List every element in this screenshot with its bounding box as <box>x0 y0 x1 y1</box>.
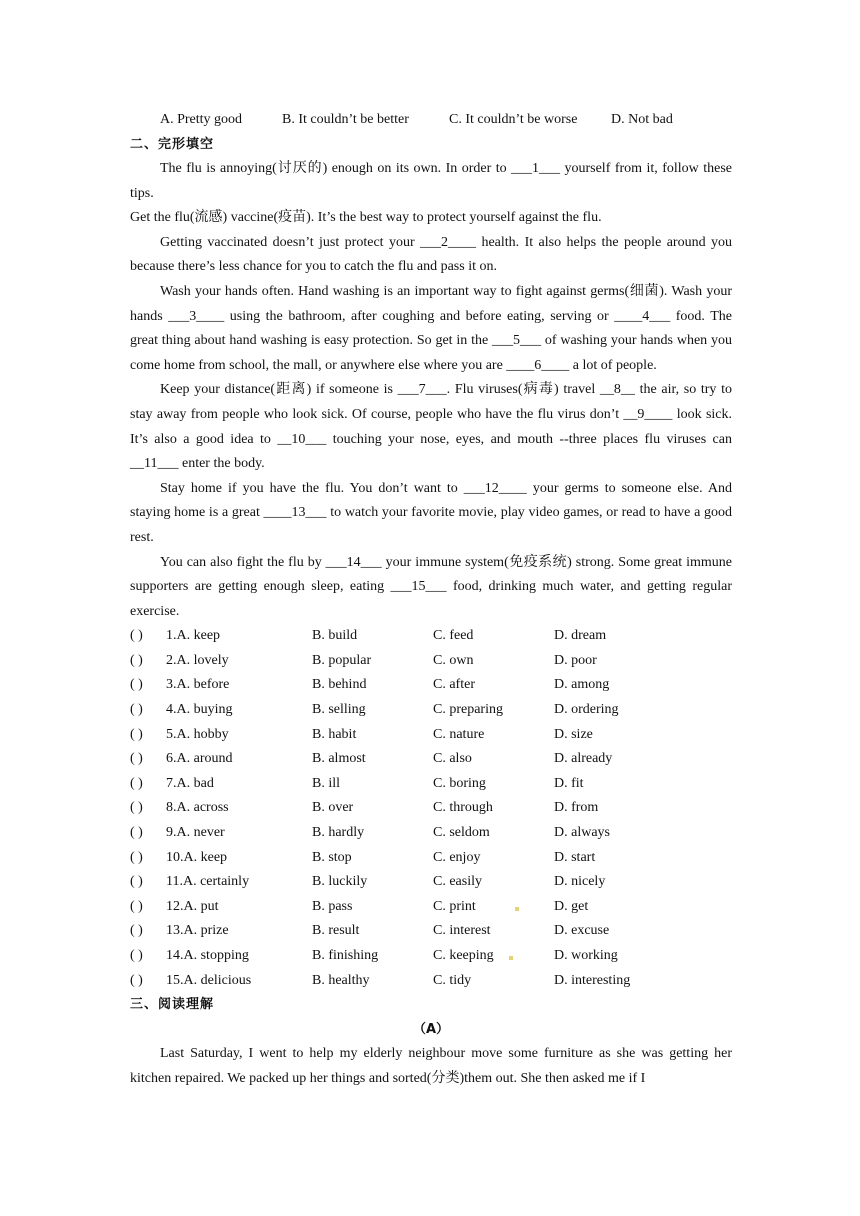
choice-c: C. preparing <box>433 702 503 718</box>
choice-d: D. get <box>554 898 589 914</box>
choice-b: B. over <box>312 800 354 816</box>
choice-c: C. own <box>433 652 474 668</box>
question-row <box>130 895 732 920</box>
choice-c: C. keeping <box>433 948 494 963</box>
choice-b: B. healthy <box>312 972 370 988</box>
choice-a: 6.A. around <box>166 751 233 767</box>
marker-dot <box>509 956 513 960</box>
question-row <box>130 723 732 748</box>
choice-b: B. ill <box>312 775 341 791</box>
answer-blank: ( ) <box>130 849 143 865</box>
answer-blank: ( ) <box>130 628 143 644</box>
answer-blank: ( ) <box>130 775 143 791</box>
question-row <box>130 747 732 772</box>
answer-blank: ( ) <box>130 800 143 816</box>
choice-d: D. poor <box>554 652 597 668</box>
option-b: B. It couldn’t be better <box>282 112 409 127</box>
choice-c: C. easily <box>433 874 482 890</box>
choice-b: B. almost <box>312 751 366 767</box>
choice-b: B. stop <box>312 849 352 865</box>
part-a-label: （A） <box>412 1021 450 1037</box>
choice-a: 7.A. bad <box>166 775 214 791</box>
question-row <box>130 673 732 698</box>
answer-blank: ( ) <box>130 825 143 841</box>
choice-b: B. selling <box>312 702 366 718</box>
question-row <box>130 796 732 821</box>
option-a: A. Pretty good <box>160 112 243 127</box>
choice-d: D. nicely <box>554 874 606 890</box>
reading-a-paragraph: Last Saturday, I went to help my elderly neighbour move some furniture as she was getting her kitchen repaired. We packed up her things and sorted(分类)them out. She then asked me if I <box>130 1046 732 1086</box>
choice-b: B. result <box>312 923 360 939</box>
answer-blank: ( ) <box>130 874 143 890</box>
question-row <box>130 870 732 895</box>
cloze-questions <box>130 624 732 993</box>
choice-a: 14.A. stopping <box>166 948 249 963</box>
answer-blank: ( ) <box>130 948 143 963</box>
passage-paragraph: The flu is annoying(讨厌的) enough on its own. In order to ___1___ yourself from it, follow these tips. <box>130 161 732 201</box>
answer-blank: ( ) <box>130 923 143 939</box>
choice-d: D. size <box>554 726 593 742</box>
section-heading-reading: 三、阅读理解 <box>130 997 215 1013</box>
passage-paragraph: Getting vaccinated doesn’t just protect your ___2____ health. It also helps the people around you because there’s less chance for you to catch the flu and pass it on. <box>130 234 732 275</box>
answer-blank: ( ) <box>130 972 143 988</box>
choice-d: D. start <box>554 849 596 865</box>
question-row <box>130 649 732 674</box>
choice-c: C. boring <box>433 775 486 791</box>
choice-c: C. interest <box>433 923 491 939</box>
choice-d: D. among <box>554 677 610 693</box>
marker-dot <box>515 907 519 911</box>
question-row <box>130 821 732 846</box>
choice-c: C. enjoy <box>433 849 481 865</box>
answer-blank: ( ) <box>130 652 143 668</box>
choice-c: C. also <box>433 751 472 767</box>
question-row <box>130 624 732 649</box>
choice-c: C. feed <box>433 628 474 644</box>
choice-d: D. dream <box>554 628 607 644</box>
passage-paragraph: Get the flu(流感) vaccine(疫苗). It’s the best way to protect yourself against the flu. <box>130 210 602 226</box>
question-row <box>130 969 732 994</box>
section-heading-cloze: 二、完形填空 <box>130 136 215 152</box>
answer-blank: ( ) <box>130 751 143 767</box>
choice-d: D. interesting <box>554 972 631 988</box>
question-row <box>130 698 732 723</box>
choice-a: 15.A. delicious <box>166 972 252 988</box>
passage-paragraph: Keep your distance(距离) if someone is ___7___. Flu viruses(病毒) travel __8__ the air, so try to stay away from people who look sick. Of course, people who have the flu virus don’t __9____ look sick. It’s also a good idea to __10___ touching your nose, eyes, and mouth --three places flu viruses can __11___ enter the body. <box>130 382 732 472</box>
answer-blank: ( ) <box>130 702 143 718</box>
choice-a: 5.A. hobby <box>166 726 229 742</box>
choice-b: B. popular <box>312 652 372 668</box>
passage-paragraph: Wash your hands often. Hand washing is an important way to fight against germs(细菌). Wash your hands ___3____ using the bathroom, after coughing and before eating, serving or ____4___ food. The great thing about hand washing is easy protection. So get in the ___5___ of washing your hands when you come home from school, the mall, or anywhere else where you are ____6____ a lot of people. <box>130 283 732 373</box>
question-row <box>130 919 732 944</box>
choice-c: C. after <box>433 677 475 693</box>
choice-a: 2.A. lovely <box>166 652 229 668</box>
choice-d: D. excuse <box>554 923 610 939</box>
passage-paragraph: Stay home if you have the flu. You don’t want to ___12____ your germs to someone else. And staying home is a great ____13___ to watch your favorite movie, play video games, or read to have a good rest. <box>130 480 732 545</box>
question-row <box>130 846 732 871</box>
choice-d: D. working <box>554 948 618 963</box>
choice-a: 9.A. never <box>166 825 225 841</box>
choice-a: 12.A. put <box>166 898 219 914</box>
choice-c: C. through <box>433 800 493 816</box>
answer-blank: ( ) <box>130 898 143 914</box>
choice-d: D. from <box>554 800 599 816</box>
question-row <box>130 944 732 969</box>
choice-c: C. tidy <box>433 972 472 988</box>
cloze-passage <box>130 157 732 624</box>
choice-b: B. finishing <box>312 948 379 963</box>
choice-b: B. hardly <box>312 825 365 841</box>
choice-a: 11.A. certainly <box>166 874 250 890</box>
choice-b: B. build <box>312 628 358 644</box>
choice-d: D. already <box>554 751 613 767</box>
option-c: C. It couldn’t be worse <box>449 112 578 127</box>
choice-b: B. behind <box>312 677 367 693</box>
choice-a: 4.A. buying <box>166 702 233 718</box>
choice-d: D. always <box>554 825 610 841</box>
choice-b: B. luckily <box>312 874 368 890</box>
choice-d: D. fit <box>554 775 584 791</box>
choice-a: 8.A. across <box>166 800 229 816</box>
answer-blank: ( ) <box>130 677 143 693</box>
choice-a: 1.A. keep <box>166 628 221 644</box>
choice-c: C. print <box>433 898 476 914</box>
choice-c: C. nature <box>433 726 485 742</box>
choice-d: D. ordering <box>554 702 619 718</box>
previous-question-options <box>130 108 732 133</box>
choice-a: 3.A. before <box>166 677 230 693</box>
option-d: D. Not bad <box>611 112 673 127</box>
question-row <box>130 772 732 797</box>
choice-b: B. habit <box>312 726 357 742</box>
passage-paragraph: You can also fight the flu by ___14___ your immune system(免疫系统) strong. Some great immune supporters are getting enough sleep, eating ___15___ food, drinking much water, and getting regular exercise. <box>130 554 732 619</box>
choice-a: 13.A. prize <box>166 923 229 939</box>
document-page <box>130 108 732 1091</box>
answer-blank: ( ) <box>130 726 143 742</box>
choice-c: C. seldom <box>433 825 490 841</box>
choice-a: 10.A. keep <box>166 849 228 865</box>
choice-b: B. pass <box>312 898 353 914</box>
